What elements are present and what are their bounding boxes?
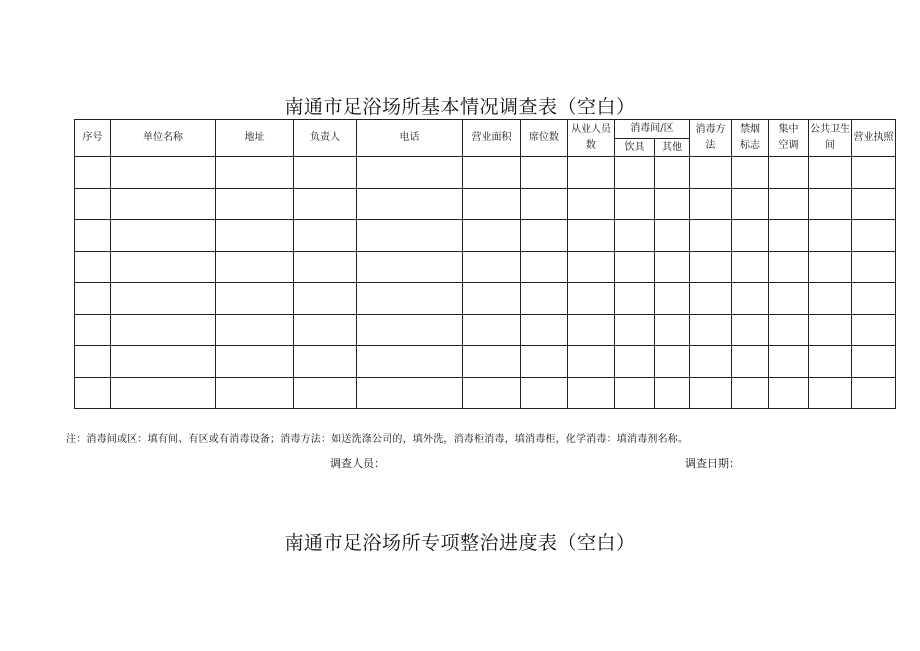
table-cell[interactable] xyxy=(294,220,357,252)
header-disinfection-method-line1: 消毒方 xyxy=(695,124,726,135)
table-cell[interactable] xyxy=(463,157,521,189)
table-cell[interactable] xyxy=(769,251,809,283)
header-other: 其他 xyxy=(655,139,690,157)
table-cell[interactable] xyxy=(690,157,732,189)
table-cell[interactable] xyxy=(216,188,294,220)
table-cell[interactable] xyxy=(655,346,690,378)
table-cell[interactable] xyxy=(568,314,615,346)
table-cell[interactable] xyxy=(568,283,615,315)
table-cell[interactable] xyxy=(216,251,294,283)
table-row xyxy=(75,220,896,252)
table-cell[interactable] xyxy=(463,188,521,220)
table-cell[interactable] xyxy=(809,251,852,283)
table-cell[interactable] xyxy=(809,377,852,409)
table-cell[interactable] xyxy=(111,188,216,220)
table-cell[interactable] xyxy=(521,377,568,409)
table-cell[interactable] xyxy=(655,251,690,283)
table-cell[interactable] xyxy=(769,220,809,252)
header-row xyxy=(75,120,896,139)
table-cell[interactable] xyxy=(769,283,809,315)
header-disinfection-method-line2: 法 xyxy=(705,140,716,151)
table-cell[interactable] xyxy=(568,188,615,220)
table-cell[interactable] xyxy=(615,283,655,315)
header-no-smoking-line1: 禁烟 xyxy=(740,124,760,135)
table-cell[interactable] xyxy=(852,220,896,252)
table-cell[interactable] xyxy=(732,220,769,252)
header-address: 地址 xyxy=(216,120,294,157)
table-cell[interactable] xyxy=(615,220,655,252)
table-cell[interactable] xyxy=(216,283,294,315)
table-cell[interactable] xyxy=(216,377,294,409)
header-seq: 序号 xyxy=(75,120,111,157)
table-cell[interactable] xyxy=(294,283,357,315)
table-cell[interactable] xyxy=(75,283,111,315)
table-cell[interactable] xyxy=(852,346,896,378)
table-cell[interactable] xyxy=(690,283,732,315)
table-cell[interactable] xyxy=(732,283,769,315)
table-cell[interactable] xyxy=(357,188,463,220)
table-cell[interactable] xyxy=(357,157,463,189)
table-cell[interactable] xyxy=(769,346,809,378)
table-cell[interactable] xyxy=(769,314,809,346)
table-cell[interactable] xyxy=(655,188,690,220)
table-cell[interactable] xyxy=(732,314,769,346)
survey-table xyxy=(74,119,896,409)
table-row xyxy=(75,377,896,409)
table-cell[interactable] xyxy=(463,377,521,409)
table-cell[interactable] xyxy=(732,251,769,283)
table-cell[interactable] xyxy=(615,346,655,378)
table-cell[interactable] xyxy=(852,283,896,315)
header-public-toilet-line1: 公共卫生 xyxy=(810,124,850,135)
table-cell[interactable] xyxy=(111,251,216,283)
table-cell[interactable] xyxy=(732,188,769,220)
table-cell[interactable] xyxy=(732,346,769,378)
header-staff-count xyxy=(568,120,615,157)
table-cell[interactable] xyxy=(568,377,615,409)
table-cell[interactable] xyxy=(75,157,111,189)
header-drinkware: 饮具 xyxy=(615,139,655,157)
header-no-smoking-sign xyxy=(732,120,769,157)
table-cell[interactable] xyxy=(615,157,655,189)
table-cell[interactable] xyxy=(769,188,809,220)
header-central-ac-line1: 集中 xyxy=(778,124,799,135)
table-cell[interactable] xyxy=(809,283,852,315)
investigator-label: 调查人员： xyxy=(330,457,385,470)
table-cell[interactable] xyxy=(521,220,568,252)
header-central-ac-line2: 空调 xyxy=(778,140,799,151)
table-cell[interactable] xyxy=(655,314,690,346)
table-cell[interactable] xyxy=(521,283,568,315)
table-cell[interactable] xyxy=(615,188,655,220)
table-cell[interactable] xyxy=(294,157,357,189)
table-cell[interactable] xyxy=(690,314,732,346)
table-cell[interactable] xyxy=(111,346,216,378)
header-central-ac xyxy=(769,120,809,157)
table-cell[interactable] xyxy=(568,157,615,189)
table-cell[interactable] xyxy=(655,220,690,252)
table-cell[interactable] xyxy=(357,346,463,378)
table-cell[interactable] xyxy=(75,314,111,346)
table-cell[interactable] xyxy=(111,377,216,409)
table-cell[interactable] xyxy=(463,283,521,315)
table-cell[interactable] xyxy=(809,188,852,220)
table-cell[interactable] xyxy=(809,157,852,189)
table-cell[interactable] xyxy=(357,251,463,283)
table-row xyxy=(75,157,896,189)
survey-date-label: 调查日期： xyxy=(685,457,740,470)
table-cell[interactable] xyxy=(75,188,111,220)
table-footnote: 注：消毒间或区：填有间、有区或有消毒设备；消毒方法：如送洗涤公司的，填外洗，消毒柜消毒，填消毒柜，化学消毒：填消毒剂名称。 xyxy=(66,434,689,445)
table-cell[interactable] xyxy=(216,220,294,252)
table-cell[interactable] xyxy=(294,188,357,220)
table-row xyxy=(75,188,896,220)
table-cell[interactable] xyxy=(690,251,732,283)
table-cell[interactable] xyxy=(521,188,568,220)
table-cell[interactable] xyxy=(615,377,655,409)
table-cell[interactable] xyxy=(294,251,357,283)
table-cell[interactable] xyxy=(75,220,111,252)
table-cell[interactable] xyxy=(852,251,896,283)
header-disinfection-room: 消毒间/区 xyxy=(615,120,690,139)
table-cell[interactable] xyxy=(568,346,615,378)
table-row xyxy=(75,314,896,346)
table-cell[interactable] xyxy=(809,220,852,252)
table-cell[interactable] xyxy=(463,220,521,252)
table-cell[interactable] xyxy=(521,314,568,346)
table-cell[interactable] xyxy=(216,157,294,189)
table-cell[interactable] xyxy=(294,377,357,409)
table-cell[interactable] xyxy=(615,251,655,283)
table-row xyxy=(75,283,896,315)
progress-table-title: 南通市足浴场所专项整治进度表（空白） xyxy=(284,532,636,554)
table-cell[interactable] xyxy=(521,157,568,189)
table-cell[interactable] xyxy=(357,377,463,409)
table-cell[interactable] xyxy=(216,346,294,378)
table-cell[interactable] xyxy=(769,157,809,189)
header-unit-name: 单位名称 xyxy=(111,120,216,157)
table-cell[interactable] xyxy=(521,346,568,378)
table-cell[interactable] xyxy=(521,251,568,283)
table-cell[interactable] xyxy=(690,220,732,252)
header-disinfection-method xyxy=(690,120,732,157)
table-cell[interactable] xyxy=(732,377,769,409)
table-cell[interactable] xyxy=(655,157,690,189)
table-cell[interactable] xyxy=(732,157,769,189)
table-cell[interactable] xyxy=(568,251,615,283)
header-staff-line2: 数 xyxy=(586,140,596,151)
table-cell[interactable] xyxy=(294,314,357,346)
header-person-in-charge: 负责人 xyxy=(294,120,357,157)
table-cell[interactable] xyxy=(357,283,463,315)
table-cell[interactable] xyxy=(463,346,521,378)
table-cell[interactable] xyxy=(111,283,216,315)
table-row xyxy=(75,346,896,378)
table-cell[interactable] xyxy=(852,314,896,346)
table-cell[interactable] xyxy=(568,220,615,252)
header-phone: 电话 xyxy=(357,120,463,157)
table-cell[interactable] xyxy=(852,188,896,220)
table-cell[interactable] xyxy=(357,220,463,252)
table-cell[interactable] xyxy=(216,314,294,346)
header-business-area: 营业面积 xyxy=(463,120,521,157)
table-cell[interactable] xyxy=(690,377,732,409)
table-cell[interactable] xyxy=(75,346,111,378)
table-cell[interactable] xyxy=(690,346,732,378)
table-cell[interactable] xyxy=(75,377,111,409)
survey-table-title: 南通市足浴场所基本情况调查表（空白） xyxy=(284,96,636,118)
table-cell[interactable] xyxy=(357,314,463,346)
table-cell[interactable] xyxy=(852,157,896,189)
header-no-smoking-line2: 标志 xyxy=(740,140,760,151)
header-seats: 席位数 xyxy=(521,120,568,157)
header-business-license: 营业执照 xyxy=(852,120,896,157)
table-cell[interactable] xyxy=(615,314,655,346)
table-cell[interactable] xyxy=(111,314,216,346)
table-cell[interactable] xyxy=(111,220,216,252)
table-cell[interactable] xyxy=(809,346,852,378)
table-cell[interactable] xyxy=(655,283,690,315)
table-cell[interactable] xyxy=(769,377,809,409)
table-row xyxy=(75,251,896,283)
table-cell[interactable] xyxy=(463,314,521,346)
table-cell[interactable] xyxy=(294,346,357,378)
table-cell[interactable] xyxy=(75,251,111,283)
table-cell[interactable] xyxy=(463,251,521,283)
table-cell[interactable] xyxy=(809,314,852,346)
header-staff-line1: 从业人员 xyxy=(571,124,611,135)
table-cell[interactable] xyxy=(690,188,732,220)
table-cell[interactable] xyxy=(852,377,896,409)
header-public-toilet xyxy=(809,120,852,157)
table-cell[interactable] xyxy=(111,157,216,189)
header-public-toilet-line2: 间 xyxy=(825,140,835,151)
table-cell[interactable] xyxy=(655,377,690,409)
